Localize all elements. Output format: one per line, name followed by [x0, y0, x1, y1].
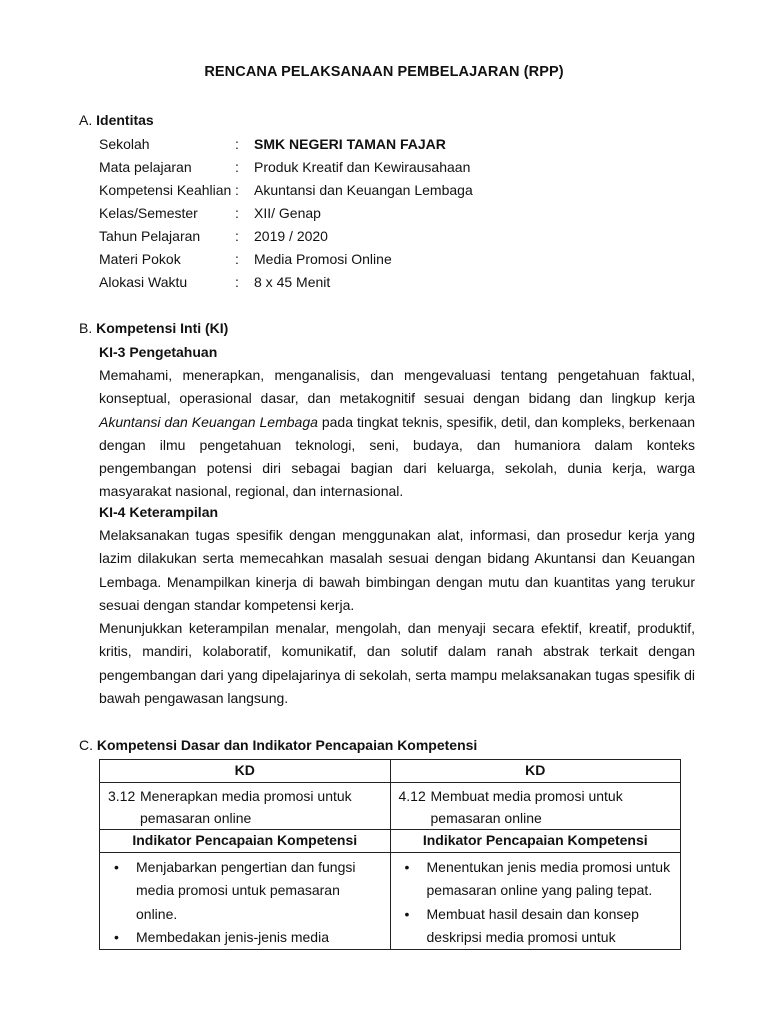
- section-b-title: Kompetensi Inti (KI): [96, 320, 229, 336]
- identity-label: Materi Pokok: [99, 251, 181, 267]
- kd-header-left: KD: [100, 760, 391, 783]
- list-item: [110, 926, 382, 949]
- ki3-paragraph: [99, 364, 695, 504]
- ki3-text-italic: Akuntansi dan Keuangan Lembaga: [99, 413, 318, 430]
- identity-label: Tahun Pelajaran: [99, 228, 201, 244]
- identity-value: 8 x 45 Menit: [254, 274, 331, 290]
- kd-cell-left: [100, 783, 391, 830]
- table-row: [100, 783, 681, 830]
- identity-label: Kompetensi Keahlian: [99, 182, 232, 198]
- identity-value: Produk Kreatif dan Kewirausahaan: [254, 159, 471, 175]
- identity-value: Akuntansi dan Keuangan Lembaga: [254, 182, 473, 198]
- identity-colon: :: [235, 205, 239, 221]
- bullet-icon: •: [114, 859, 119, 875]
- table-row: [100, 760, 681, 783]
- section-a-title: Identitas: [96, 112, 154, 128]
- identity-value: XII/ Genap: [254, 205, 321, 221]
- identity-value: 2019 / 2020: [254, 228, 328, 244]
- kd-cell-right: [390, 783, 681, 830]
- ki3-heading: KI-3 Pengetahuan: [99, 344, 218, 360]
- ipk-header-right: Indikator Pencapaian Kompetensi: [390, 830, 681, 853]
- kd-text-continued: pemasaran online: [140, 810, 252, 826]
- kd-header-right: KD: [390, 760, 681, 783]
- identity-colon: :: [235, 182, 239, 198]
- indicator-list-left: [100, 853, 390, 949]
- identity-label: Kelas/Semester: [99, 205, 198, 221]
- kd-text: Menerapkan media promosi untuk: [140, 788, 352, 804]
- bullet-icon: •: [114, 928, 119, 945]
- table-row: [100, 830, 681, 853]
- table-row: [100, 853, 681, 950]
- indicator-cell-left: [100, 853, 391, 950]
- kd-text-continued: pemasaran online: [430, 810, 542, 826]
- identity-label: Mata pelajaran: [99, 159, 192, 175]
- identity-label: Alokasi Waktu: [99, 274, 188, 290]
- indicator-text: Membuat hasil desain dan konsep deskripsi media promosi untuk: [426, 905, 639, 945]
- indicator-text: Menjabarkan pengertian dan fungsi media promosi untuk pemasaran online.: [136, 859, 356, 922]
- ki3-text-start: Memahami, menerapkan, menganalisis, dan mengevaluasi tentang pengetahuan faktual, konseptual, operasional dasar, dan metakognitif sesuai dengan bidang dan lingkup kerja: [99, 367, 695, 407]
- indicator-text: Menentukan jenis media promosi untuk pemasaran online yang paling tepat.: [426, 859, 671, 899]
- competency-table: [99, 759, 681, 950]
- identity-value: Media Promosi Online: [254, 251, 392, 267]
- kd-number: 4.12: [398, 788, 426, 804]
- bullet-icon: •: [404, 905, 410, 922]
- list-item: [110, 856, 382, 926]
- ki4-paragraph-1: Melaksanakan tugas spesifik dengan menggunakan alat, informasi, dan prosedur kerja yang lazim dilakukan serta memecahkan masalah sesuai dengan bidang Akuntansi dan Keuangan Lembaga. Menampilkan kinerja di bawah bimbingan dengan mutu dan kuantitas yang terukur sesuai dengan standar kompetensi kerja.: [99, 527, 695, 613]
- indicator-cell-right: [390, 853, 681, 950]
- identity-colon: :: [235, 136, 239, 152]
- identity-colon: :: [235, 228, 239, 244]
- kd-number: 3.12: [108, 788, 136, 804]
- identity-colon: :: [235, 274, 239, 290]
- indicator-list-right: [391, 853, 681, 949]
- section-b-heading: [79, 320, 228, 336]
- identity-colon: :: [235, 251, 239, 267]
- section-a-heading: [79, 112, 154, 128]
- ipk-header-left: Indikator Pencapaian Kompetensi: [100, 830, 391, 853]
- ki4-heading: KI-4 Keterampilan: [99, 504, 219, 520]
- section-c-title: Kompetensi Dasar dan Indikator Pencapaian Kompetensi: [96, 737, 478, 753]
- section-a-letter: A.: [79, 112, 93, 128]
- list-item: [401, 903, 673, 950]
- identity-value: SMK NEGERI TAMAN FAJAR: [254, 136, 446, 152]
- kd-text: Membuat media promosi untuk: [430, 788, 623, 804]
- ki3-text-end: pada tingkat teknis, spesifik, detil, dan kompleks, berkenaan dengan ilmu pengetahuan teknologi, seni, budaya, dan humaniora dalam konteks pengembangan potensi diri sebagai bagian dari keluarga, sekolah, dunia kerja, warga masyarakat nasional, regional, dan internasional.: [99, 413, 695, 500]
- section-b-letter: B.: [79, 320, 93, 336]
- ki4-paragraph-2: Menunjukkan keterampilan menalar, mengolah, dan menyaji secara efektif, kreatif, produktif, kritis, mandiri, kolaboratif, komunikatif, dan solutif dalam ranah abstrak terkait dengan pengembangan dari yang dipelajarinya di sekolah, serta mampu melaksanakan tugas spesifik di bawah pengawasan langsung.: [99, 620, 695, 706]
- identity-colon: :: [235, 159, 239, 175]
- bullet-icon: •: [404, 859, 410, 875]
- document-title: RENCANA PELAKSANAAN PEMBELAJARAN (RPP): [204, 64, 564, 80]
- section-c-heading: [79, 737, 477, 753]
- section-c-letter: C.: [79, 737, 93, 753]
- identity-label: Sekolah: [99, 136, 150, 152]
- indicator-text: Membedakan jenis-jenis media: [136, 928, 329, 945]
- list-item: [401, 856, 673, 903]
